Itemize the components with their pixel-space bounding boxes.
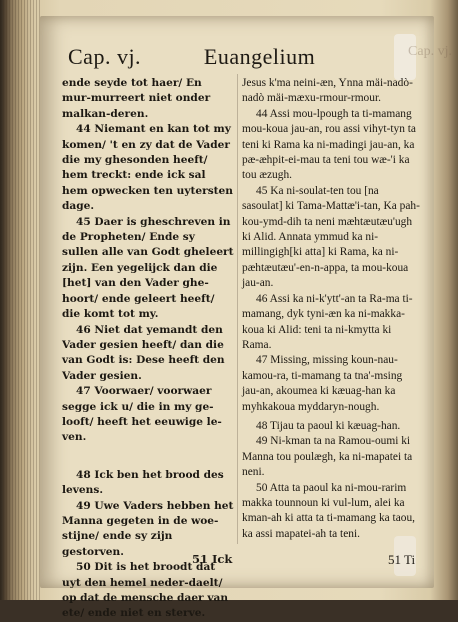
right-catchword: 51 Ti: [388, 552, 416, 567]
chapter-label: Cap. vj.: [68, 44, 142, 69]
verse-paragraph: 50 Dit is het broodt dat uyt den hemel neder-daelt/ op dat de mensche daer van ete/ ende niet en sterve.: [62, 561, 229, 620]
verse-paragraph: 45 Ka ni-soulat-ten tou [na sasoulat] ki Tama-Mattæ'i-tan, Ka pah-kou-ymd-dih ta neni mæhtæutæu'ugh ki Alid. Annata ymmud ka ni-millingigh[ki atta] ki Rama, ka ni-pæhtæutæu'-en-n-appa, ta mou-koua jau-an.: [242, 184, 420, 290]
verse-paragraph: Jesus k'ma neini-æn, Ynna mäi-nadò-nadò mäi-mæxu-rmour-rmour.: [242, 77, 413, 105]
formosan-text-column: [242, 76, 420, 542]
verse-paragraph: 48 Tijau ta paoul ki kæuag-han.: [256, 419, 401, 432]
verse-paragraph: ende seyde tot haer/ En mur-murreert niet onder malkan-deren.: [62, 77, 211, 120]
verse-paragraph: 47 Missing, missing koun-nau-kamou-ra, ti-mamang ta tna'-msing jau-an, akoumea ki kæuag-han ka myhkakoua myddaryn-nough.: [242, 354, 403, 413]
left-catchword: 51 Ick: [192, 552, 233, 566]
verse-paragraph: 44 Assi mou-lpough ta ti-mamang mou-koua jau-an, rou assi vihyt-tyn ta teni ki Rama ka ni-madingi jau-an, ka pæ-æhpit-ei-mau ta teni tou wæ-'i ka tou æzugh.: [242, 107, 416, 182]
verse-paragraph: 46 Niet dat yemandt den Vader gesien heeft/ dan die van Godt is: Dese heeft den Vader gesien.: [62, 323, 225, 382]
verse-paragraph: 48 Ick ben het brood des levens.: [62, 468, 224, 497]
running-header: [68, 44, 408, 74]
page-stack-edge: [0, 0, 40, 600]
book-title: Euangelium: [203, 44, 316, 69]
dutch-text-column: [62, 76, 234, 622]
verse-paragraph: 46 Assi ka ni-k'ytt'-an ta Ra-ma ti-mamang, dyk tyni-æn ka ni-makka-koua ki Alid: teni ta ni-kmytta ki Rama.: [242, 292, 413, 351]
verse-paragraph: 50 Atta ta paoul ka ni-mou-rarim makka tounnoun ki vul-lum, alei ka kman-ah ki atta ta ti-mamang ka taou, ka assi mapatei-ah ta teni.: [242, 481, 416, 540]
verse-paragraph: 44 Niemant en kan tot my komen/ 't en zy dat de Vader die my ghesonden heeft/ hem treckt: ende ick sal hem opwecken ten uytersten dage.: [62, 123, 233, 213]
bleed-through-text: Cap. vj.: [408, 44, 452, 59]
verse-paragraph: 49 Uwe Vaders hebben het Manna gegeten in de woe-stijne/ ende sy zijn gestorven.: [62, 499, 234, 558]
verse-paragraph: 47 Voorwaer/ voorwaer segge ick u/ die in my ge-looft/ heeft het eeuwige le-ven.: [62, 385, 222, 444]
verse-paragraph: 45 Daer is gheschreven in de Propheten/ Ende sy sullen alle van Godt gheleert zijn. Een yegelijck dan die [het] van den Vader ghe-hoort/ ende geleert heeft/ die komt tot my.: [62, 215, 234, 321]
verse-paragraph: 49 Ni-kman ta na Ramou-oumi ki Manna tou poulægh, ka ni-mapatei ta neni.: [242, 435, 413, 479]
column-divider: [237, 74, 238, 544]
